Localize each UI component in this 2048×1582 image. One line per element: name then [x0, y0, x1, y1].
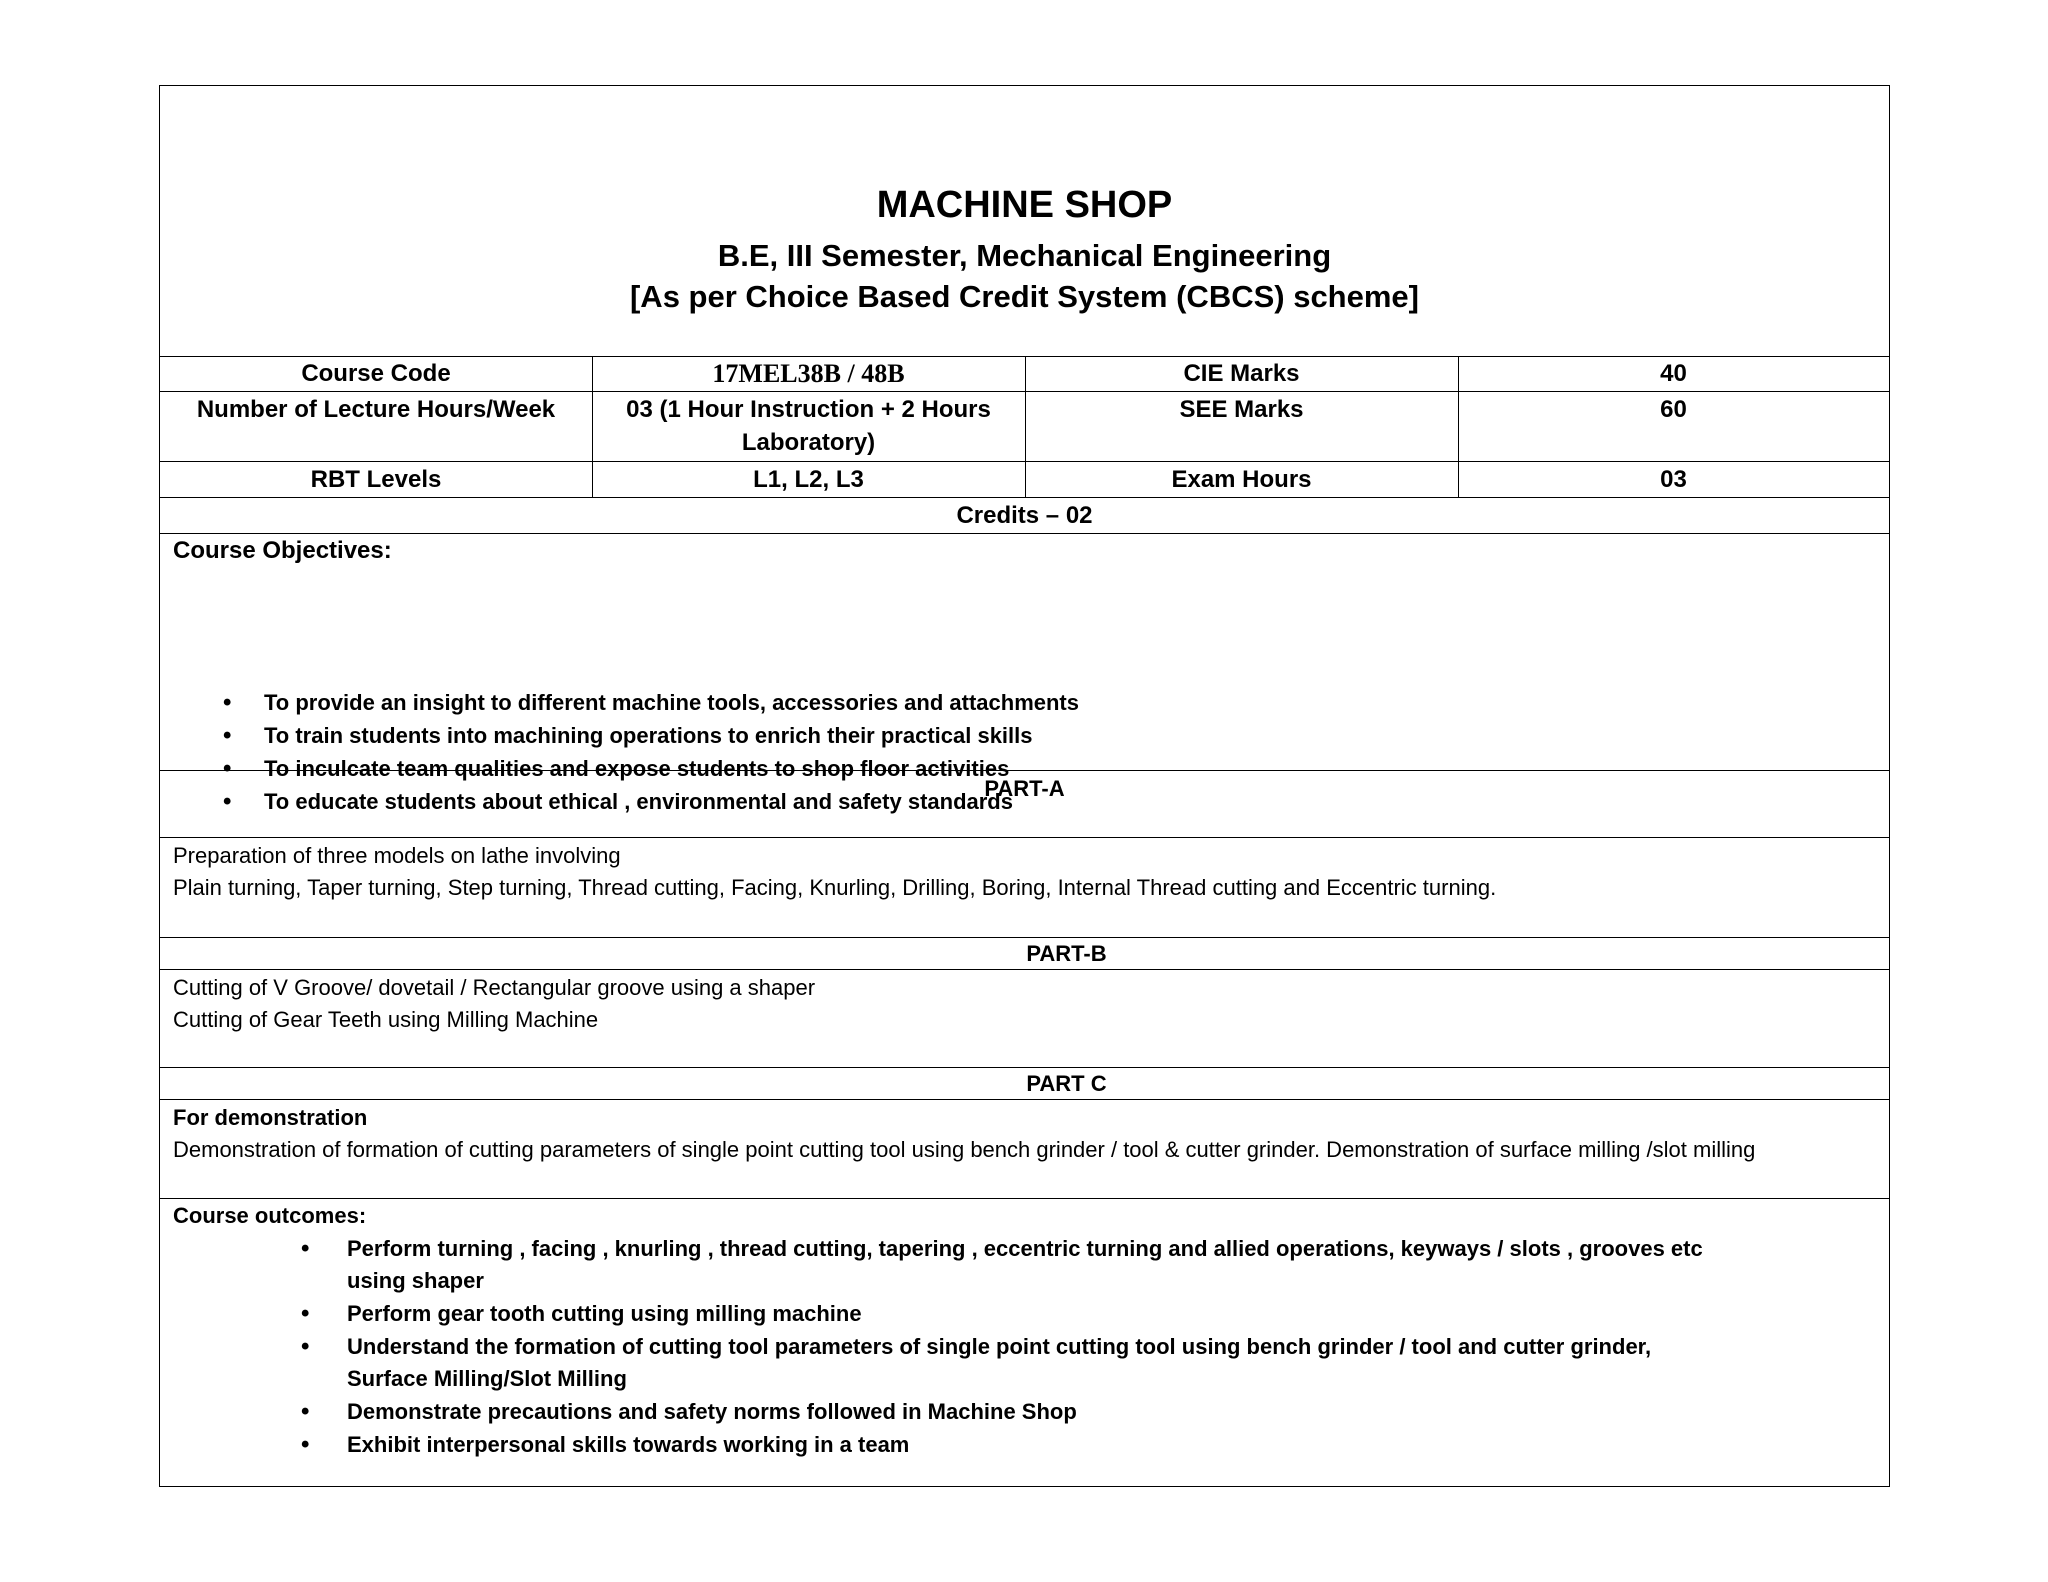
course-subtitle: B.E, III Semester, Mechanical Engineering	[717, 238, 1332, 273]
divider	[160, 770, 1889, 771]
lecture-hours-label: Number of Lecture Hours/Week	[196, 396, 556, 423]
part-b-line-2: Cutting of Gear Teeth using Milling Machine	[173, 1007, 599, 1032]
exam-hours-value: 03	[1660, 466, 1687, 493]
list-item: • Demonstrate precautions and safety norms followed in Machine Shop	[301, 1396, 1721, 1428]
rbt-levels-label: RBT Levels	[310, 466, 442, 493]
rbt-levels-value: L1, L2, L3	[753, 466, 864, 493]
list-item: • To train students into machining operations to enrich their practical skills	[223, 719, 1723, 752]
list-item: • To provide an insight to different machine tools, accessories and attachments	[223, 686, 1723, 719]
syllabus-frame	[159, 85, 1890, 1487]
part-c-heading: PART C	[1026, 1071, 1107, 1096]
exam-hours-label: Exam Hours	[1171, 466, 1312, 493]
scheme-line: [As per Choice Based Credit System (CBCS) scheme]	[629, 279, 1419, 314]
lecture-hours-value: 03 (1 Hour Instruction + 2 Hours Laboratory)	[626, 396, 991, 456]
course-code-label: Course Code	[301, 360, 451, 387]
divider	[160, 969, 1889, 970]
demo-heading: For demonstration	[173, 1105, 368, 1130]
see-marks-value: 60	[1660, 396, 1687, 423]
part-b-heading: PART-B	[1026, 941, 1107, 966]
cie-marks-value: 40	[1660, 360, 1687, 387]
list-item: • Perform gear tooth cutting using milling machine	[301, 1298, 1721, 1330]
divider	[160, 533, 1889, 534]
part-a-line-2: Plain turning, Taper turning, Step turning, Thread cutting, Facing, Knurling, Drilling, Boring, Internal Thread cutting and Eccentric turning.	[173, 875, 1497, 900]
document-header	[160, 86, 1889, 356]
part-b-line-1: Cutting of V Groove/ dovetail / Rectangular groove using a shaper	[173, 975, 816, 1000]
divider	[160, 1099, 1889, 1100]
see-marks-label: SEE Marks	[1179, 396, 1304, 423]
objectives-heading: Course Objectives:	[173, 537, 392, 564]
list-item: • Understand the formation of cutting tool parameters of single point cutting tool using bench grinder / tool and cutter grinder, Surface Milling/Slot Milling	[301, 1331, 1721, 1395]
list-item: • Perform turning , facing , knurling , thread cutting, tapering , eccentric turning and allied operations, keyways / slots , grooves etc using shaper	[301, 1233, 1721, 1297]
part-a-heading: PART-A	[984, 776, 1065, 801]
outcomes-heading: Course outcomes:	[173, 1203, 367, 1228]
list-item: • Exhibit interpersonal skills towards working in a team	[301, 1429, 1721, 1461]
course-title: MACHINE SHOP	[876, 184, 1173, 226]
outcomes-list	[301, 1233, 1721, 1462]
list-item: • To inculcate team qualities and expose students to shop floor activities	[223, 752, 1723, 785]
credits: Credits – 02	[956, 502, 1093, 529]
list-item: • To educate students about ethical , environmental and safety standards	[223, 785, 1723, 818]
divider	[160, 1067, 1889, 1068]
part-a-line-1: Preparation of three models on lathe involving	[173, 843, 621, 868]
divider	[160, 497, 1889, 498]
demo-text: Demonstration of formation of cutting parameters of single point cutting tool using bench grinder / tool & cutter grinder. Demonstration of surface milling /slot milling	[173, 1137, 1756, 1162]
divider	[160, 1198, 1889, 1199]
divider	[160, 837, 1889, 838]
divider	[160, 937, 1889, 938]
cie-marks-label: CIE Marks	[1183, 360, 1300, 387]
course-code-value: 17MEL38B / 48B	[712, 359, 905, 388]
